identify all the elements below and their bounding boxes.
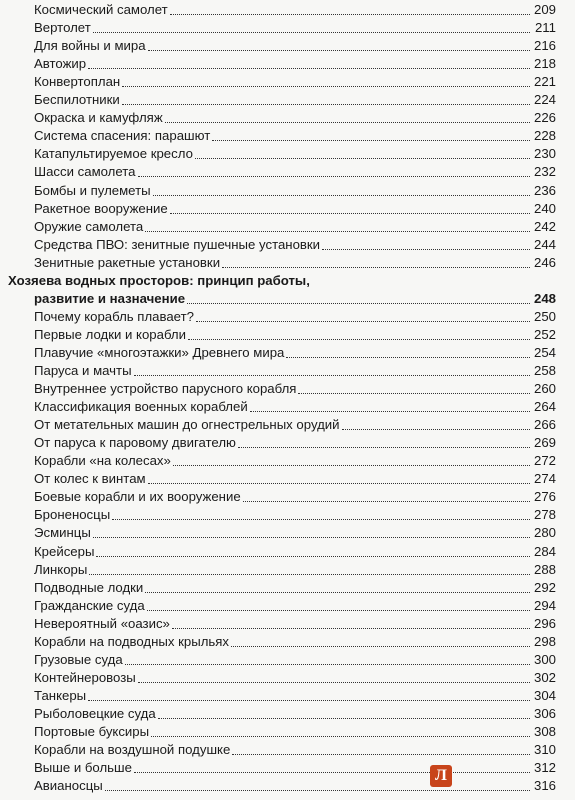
toc-entry-page-number: 211 [534,20,556,36]
dot-leader [88,700,530,701]
dot-leader [212,140,530,141]
dot-leader [195,158,530,159]
toc-entry [34,144,556,162]
toc-entry-page-number: 226 [533,110,556,126]
toc-entry-page-number: 272 [533,453,556,469]
toc-entry [34,289,556,307]
toc-entry [34,108,556,126]
dot-leader [112,519,530,520]
toc-entry-page-number: 252 [533,326,556,342]
dot-leader [138,682,530,683]
toc-entry-page-number: 304 [533,687,556,703]
toc-entry-title: Невероятный «оазис» [34,615,170,631]
dot-leader [188,339,530,340]
toc-entry [34,307,556,325]
toc-entry [34,560,556,578]
toc-entry-title: Рыболовецкие суда [34,705,156,721]
toc-entry [34,361,556,379]
toc-entry-title: Окраска и камуфляж [34,110,163,126]
toc-entry [34,253,556,271]
publisher-logo [430,765,452,787]
toc-entry [34,343,556,361]
toc-entry [34,650,556,668]
toc-entry [34,126,556,144]
toc-entry-page-number: 308 [533,724,556,739]
toc-entry-page-number: 312 [533,760,556,776]
toc-entry-page-number: 246 [533,254,556,270]
toc-entry-page-number: 209 [533,2,556,17]
toc-entry-page-number: 294 [533,597,556,613]
toc-entry-page-number: 269 [533,435,556,451]
dot-leader [243,501,530,502]
toc-entry-page-number: 280 [533,525,556,541]
dot-leader [170,14,530,15]
toc-entry-page-number: 232 [533,164,556,180]
toc-entry [34,758,556,776]
toc-entry-title: Боевые корабли и их вооружение [34,489,241,505]
dot-leader [145,592,530,593]
logo-glyph: Л [435,767,447,784]
toc-entry-page-number: 224 [533,92,556,108]
toc-entry-title: Первые лодки и корабли [34,326,186,342]
toc-entry-title: Броненосцы [34,507,111,523]
toc-entry [34,0,556,18]
toc-entry-title: Выше и больше [34,760,132,776]
dot-leader [232,754,530,755]
toc-entry-title: Система спасения: парашют [34,128,211,144]
dot-leader [151,736,530,737]
toc-entry-title: Крейсеры [34,543,95,559]
dot-leader [93,32,530,33]
toc-entry-page-number: 306 [533,705,556,721]
toc-entry [34,542,556,560]
toc-entry-title: Портовые буксиры [34,724,150,739]
toc-entry-title: Подводные лодки [34,579,144,595]
toc-entry-title: Контейнеровозы [34,669,136,685]
toc-entry-title: Бомбы и пулеметы [34,182,151,198]
toc-entry [34,90,556,108]
toc-entry-title: Вертолет [34,20,91,36]
dot-leader [342,429,530,430]
toc-entry-title: Корабли на подводных крыльях [34,633,230,649]
toc-entry-page-number: 248 [533,290,556,306]
dot-leader [286,357,530,358]
toc-entry-page-number: 288 [533,561,556,577]
toc-entry [34,36,556,54]
dot-leader [105,790,530,791]
toc-entry [34,199,556,217]
toc-entry-title: Оружие самолета [34,218,144,234]
dot-leader [170,213,530,214]
toc-entry-page-number: 258 [533,363,556,378]
toc-entry [34,578,556,596]
toc-entry-page-number: 221 [533,74,556,90]
dot-leader [134,772,530,773]
toc-entry [34,415,556,433]
toc-entry-page-number: 300 [533,651,556,667]
toc-entry [34,614,556,632]
toc-entry-title: Корабли «на колесах» [34,453,171,469]
toc-entry-page-number: 298 [533,633,556,649]
toc-entry-title: Корабли на воздушной подушке [34,742,231,758]
dot-leader [238,447,530,448]
toc-entry-title: Автожир [34,56,87,72]
toc-entry-page-number: 296 [533,615,556,631]
toc-entry-page-number: 242 [533,218,556,234]
toc-entry [34,18,556,36]
toc-entry-title: Конвертоплан [34,74,121,90]
toc-entry-page-number: 228 [533,128,556,144]
toc-entry-page-number: 274 [533,471,556,487]
toc-entry-title: Космический самолет [34,2,168,17]
toc-entry [34,668,556,686]
toc-entry [34,469,556,487]
toc-entry-page-number: 216 [533,38,556,54]
dot-leader [138,176,531,177]
toc-entry [34,54,556,72]
toc-entry [34,433,556,451]
toc-entry [34,379,556,397]
dot-leader [153,195,530,196]
toc-entry-page-number: 218 [533,56,556,72]
toc-entry-title: Внутреннее устройство парусного корабля [34,381,297,397]
toc-entry-title: Зенитные ракетные установки [34,254,221,270]
toc-entry-page-number: 260 [533,381,556,397]
toc-entry-page-number: 276 [533,489,556,505]
toc-entry-page-number: 254 [533,344,556,360]
toc-entry [34,217,556,235]
toc-entry [34,776,556,794]
toc-entry-page-number: 266 [533,417,556,433]
toc-entry-title: Гражданские суда [34,597,145,613]
toc-entry-title: Грузовые суда [34,651,123,667]
dot-leader [122,86,530,87]
toc-entry-title: От паруса к паровому двигателю [34,435,236,451]
toc-entry [34,397,556,415]
toc-entry-title: Линкоры [34,561,88,577]
toc-entry [34,235,556,253]
toc-entry-title: Шасси самолета [34,164,136,180]
toc-entry [34,523,556,541]
dot-leader [89,574,530,575]
toc-entry-title: Катапультируемое кресло [34,146,193,162]
dot-leader [187,303,530,304]
dot-leader [231,646,530,647]
toc-entry-title: Для войны и мира [34,38,146,54]
toc-entry-title: Средства ПВО: зенитные пушечные установки [34,236,321,252]
toc-entry [34,505,556,523]
toc-entry-page-number: 278 [533,507,556,523]
toc-entry-page-number: 244 [533,236,556,252]
toc-entry-page-number: 230 [533,146,556,162]
toc-entry-title: Ракетное вооружение [34,200,168,216]
dot-leader [250,411,530,412]
toc-entry [34,162,556,180]
toc-entry-page-number: 250 [533,308,556,324]
toc-entry [34,686,556,704]
toc-entry-title: Плавучие «многоэтажки» Древнего мира [34,344,285,360]
toc-entry-page-number: 284 [533,543,556,559]
toc-entry-page-number: 236 [533,182,556,198]
dot-leader [165,122,530,123]
dot-leader [173,465,530,466]
dot-leader [196,321,530,322]
toc-entry [34,487,556,505]
dot-leader [122,104,530,105]
toc-entry-page-number: 292 [533,579,556,595]
toc-entry-title: Паруса и мачты [34,363,132,378]
dot-leader [147,610,530,611]
toc-entry [34,596,556,614]
toc-entry [34,72,556,90]
toc-entry-title: От метательных машин до огнестрельных орудий [34,417,340,433]
dot-leader [298,393,530,394]
dot-leader [88,68,530,69]
toc-entry-title: Эсминцы [34,525,91,541]
dot-leader [125,664,530,665]
toc-entry [34,704,556,722]
toc-entry-title: развитие и назначение [34,290,186,306]
dot-leader [222,267,530,268]
toc-entry-page-number: 310 [533,742,556,758]
dot-leader [172,628,530,629]
toc-entry-title: Беспилотники [34,92,120,108]
toc-entry-page-number: 264 [533,399,556,415]
dot-leader [96,556,530,557]
toc-entry-title: От колес к винтам [34,471,146,487]
dot-leader [93,537,530,538]
dot-leader [322,249,530,250]
toc-entry-title: Авианосцы [34,778,103,794]
dot-leader [145,231,530,232]
dot-leader [148,50,530,51]
toc-entry [34,632,556,650]
toc-entry-page-number: 316 [533,778,556,794]
toc-entry-title: Танкеры [34,687,87,703]
toc-entry-page-number: 302 [533,669,556,685]
dot-leader [148,483,530,484]
toc-entry [34,722,556,740]
toc-entry [34,740,556,758]
toc-entry [34,181,556,199]
toc-entry [34,325,556,343]
toc-entry-title: Классификация военных кораблей [34,399,248,415]
dot-leader [158,718,530,719]
toc-entry-title: Хозяева водных просторов: принцип работы, [8,272,310,288]
dot-leader [134,375,530,376]
toc-entry [34,451,556,469]
toc-entry-title: Почему корабль плавает? [34,308,194,324]
toc-entry-page-number: 240 [533,200,556,216]
section-heading [8,271,556,289]
